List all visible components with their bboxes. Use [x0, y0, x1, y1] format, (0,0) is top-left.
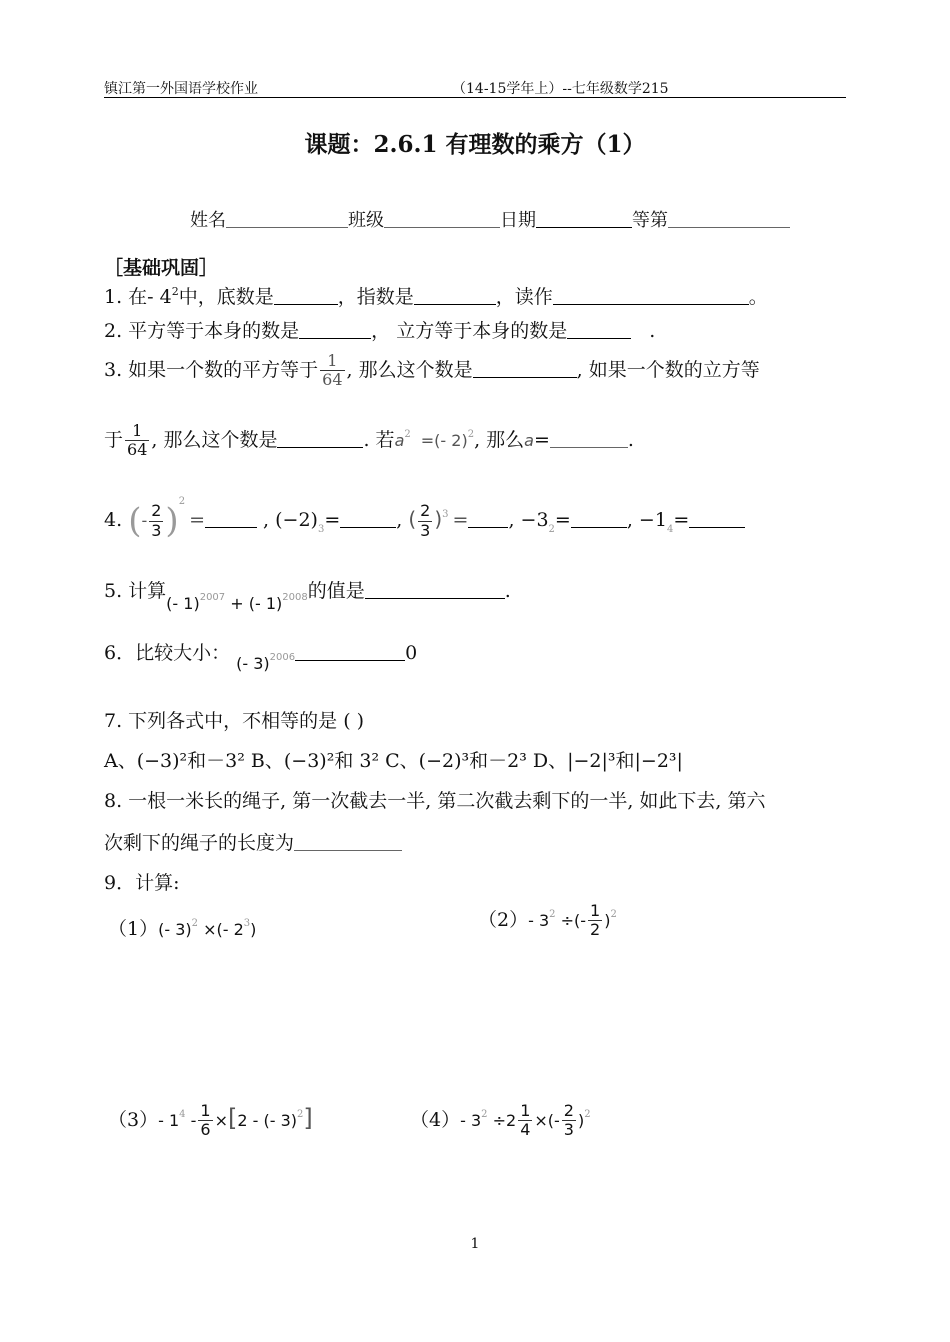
grade-blank[interactable]: [668, 209, 790, 228]
q5-term-1: (- 1): [166, 594, 200, 613]
calc-3: [108, 1102, 313, 1140]
calc-4-frac2-den: 3: [563, 1120, 574, 1140]
q3b-blank-a[interactable]: [277, 428, 363, 448]
q6-expr: [230, 654, 295, 673]
calc-4: [410, 1102, 591, 1140]
q5-expr: [166, 594, 308, 613]
q2-text-c: .: [649, 320, 656, 342]
calc-2-term: - 3: [528, 910, 550, 930]
q2-blank-b[interactable]: [567, 319, 631, 339]
header-course: （14-15学年上）--七年级数学215: [452, 81, 669, 97]
q5-exp-1: 2007: [199, 592, 226, 603]
question-7-options: A、(−3)²和－3² B、(−3)²和 3² C、(−2)³和－2³ D、|−2|³和|−2³|: [104, 750, 683, 772]
calc-1-term: (- 3): [158, 920, 192, 939]
page-number: 1: [470, 1236, 480, 1252]
q4-exp-1: 2: [178, 496, 186, 507]
q3b-var-a2: a: [524, 430, 534, 450]
calc-4-fraction-1: [518, 1102, 532, 1140]
calc-2-div: ÷(-: [555, 910, 587, 930]
q1-exponent: 2: [171, 285, 179, 298]
q3-text-c: , 如果一个数的立方等: [576, 358, 760, 381]
q3-frac-num: 1: [320, 352, 344, 371]
q4-term-4: , −3: [508, 509, 549, 531]
question-3-cont: [104, 422, 634, 460]
q3b-frac-den: 64: [127, 440, 148, 460]
calc-3-inner: 2 - (- 3): [237, 1110, 297, 1130]
section-heading: ［基础巩固］: [104, 257, 219, 279]
q3b-rhs: =(- 2): [420, 430, 468, 450]
calc-2-frac-num: 1: [590, 901, 601, 920]
q4-eq-3: =: [452, 509, 469, 531]
q4-eq-4: =: [554, 509, 571, 531]
q3b-fraction: [125, 422, 149, 460]
q5-term-2: + (- 1): [225, 594, 283, 613]
calc-1-mid: ×(- 2: [198, 920, 244, 939]
info-line: [190, 206, 790, 232]
page-title: 课题：2.6.1 有理数的乘方（1）: [304, 131, 646, 158]
q3-fraction: [320, 352, 344, 390]
calc-2-fraction: [588, 902, 602, 940]
class-label: 班级: [348, 210, 384, 231]
q1-blank-read[interactable]: [553, 285, 749, 305]
calc-3-bracket-open: [: [227, 1103, 238, 1132]
q3b-blank-b[interactable]: [550, 428, 628, 448]
q5-blank[interactable]: [365, 579, 505, 599]
calc-3-term: - 1: [158, 1110, 180, 1130]
q4-frac1-num: 2: [151, 501, 162, 521]
q3b-text: 于: [104, 428, 124, 451]
calc-3-label: （3）: [108, 1108, 159, 1131]
q1-text-d: ，读作: [495, 286, 553, 308]
q3-text: 3. 如果一个数的平方等于: [104, 358, 319, 381]
q6-blank[interactable]: [295, 641, 405, 661]
calc-4-close: ): [577, 1110, 585, 1130]
date-blank[interactable]: [536, 209, 632, 228]
question-1: [104, 282, 768, 309]
q4-exp-2: 3: [317, 524, 325, 535]
q3b-exp-a: 2: [404, 428, 411, 440]
question-7: 7. 下列各式中，不相等的是 ( ): [104, 710, 365, 732]
q3b-text-h: , 那么: [474, 428, 525, 451]
q6-exp: 2006: [269, 652, 296, 663]
q4-exp-4: 2: [548, 524, 555, 535]
date-label: 日期: [500, 210, 536, 231]
q4-blank-4[interactable]: [571, 508, 627, 528]
q4-term-2: , (−2): [263, 509, 318, 531]
q4-frac3-den: 3: [420, 520, 431, 540]
calc-3-exp-2: 2: [297, 1108, 304, 1120]
q3-frac-den: 64: [322, 370, 343, 390]
q1-text: 1. 在- 4: [104, 286, 172, 308]
q4-paren-close-3: ): [434, 507, 443, 531]
q4-comma: ,: [396, 509, 403, 531]
question-5: [104, 576, 511, 613]
q5-text: 5. 计算: [104, 580, 167, 602]
question-2: [104, 316, 655, 343]
q4-right-paren: ): [165, 501, 179, 541]
calc-4-term: - 3: [460, 1110, 482, 1130]
question-8: 8. 一根一米长的绳子, 第一次截去一半, 第二次截去剩下的一半, 如此下去, 第六: [104, 790, 766, 812]
calc-1-end: ): [250, 920, 257, 939]
calc-4-exp-2: 2: [584, 1108, 591, 1120]
calc-3-fraction: [198, 1102, 212, 1140]
q2-text: 2. 平方等于本身的数是: [104, 320, 300, 342]
calc-4-times: ×(-: [534, 1110, 560, 1130]
name-label: 姓名: [190, 210, 226, 231]
calc-3-bracket-close: ]: [303, 1103, 313, 1132]
q4-blank-3[interactable]: [468, 508, 508, 528]
calc-3-exp-1: 4: [179, 1108, 186, 1120]
calc-1: [108, 914, 256, 941]
calc-2-frac-den: 2: [590, 920, 601, 940]
q6-text: 6．比较大小：: [104, 642, 231, 664]
q5-text-b: 的值是: [307, 580, 365, 602]
q8-blank[interactable]: [294, 831, 402, 851]
q5-period: .: [504, 580, 511, 602]
q1-text-b: 中，底数是: [178, 286, 274, 308]
q6-term: (- 3): [236, 654, 270, 673]
q4-fraction-1: [149, 502, 163, 540]
q1-text-e: 。: [748, 286, 768, 308]
q3b-text-b: , 那么这个数是: [151, 428, 278, 451]
calc-4-label: （4）: [410, 1108, 461, 1131]
q3b-exp-rhs: 2: [467, 428, 475, 440]
q4-frac3-num: 2: [420, 501, 431, 521]
q4-blank-2[interactable]: [340, 508, 396, 528]
q4-exp-3: 3: [442, 509, 449, 520]
header-rule: [104, 97, 846, 98]
q4-left-paren: (: [128, 501, 142, 541]
q3b-var-a: a: [394, 430, 405, 450]
calc-2-label: （2）: [478, 908, 529, 931]
question-3: [104, 352, 760, 390]
question-9: 9．计算:: [104, 872, 180, 894]
q6-zero: 0: [405, 642, 418, 664]
q4-frac1-den: 3: [151, 520, 162, 540]
q2-text-b: ， 立方等于本身的数是: [371, 320, 568, 342]
q3-blank-a[interactable]: [473, 358, 577, 378]
calc-4-exp-1: 2: [481, 1108, 488, 1120]
calc-3-minus: -: [185, 1110, 197, 1130]
q4-exp-5: 4: [666, 524, 674, 535]
q3b-frac-num: 1: [125, 422, 149, 441]
calc-2-close: ): [604, 910, 611, 930]
q4-term-5: , −1: [626, 509, 667, 531]
calc-4-frac1-den: 4: [520, 1120, 531, 1140]
q4-eq-1: =: [189, 509, 205, 531]
q3-text-b: , 那么这个数是: [346, 358, 473, 381]
calc-2-exp-2: 2: [610, 908, 617, 920]
calc-1-exp-1: 2: [191, 918, 198, 929]
q4-fraction-3: [418, 502, 432, 540]
calc-4-fraction-2: [562, 1102, 576, 1140]
question-6: [104, 638, 418, 673]
calc-4-div: ÷2: [487, 1110, 517, 1130]
calc-2-exp-1: 2: [549, 908, 556, 920]
calc-4-frac1-num: 1: [520, 1101, 531, 1120]
q4-eq-2: =: [324, 509, 341, 531]
q3b-eq: =: [533, 428, 550, 451]
name-blank[interactable]: [226, 209, 348, 228]
question-4: [104, 496, 745, 541]
calc-1-label: （1）: [108, 918, 159, 940]
q4-blank-5[interactable]: [689, 508, 745, 528]
calc-1-exp-2: 3: [243, 918, 251, 929]
calc-3-frac-den: 6: [200, 1120, 211, 1140]
q5-exp-2: 2008: [282, 592, 308, 603]
class-blank[interactable]: [384, 209, 500, 228]
q4-minus: -: [141, 511, 148, 530]
q4-label: 4.: [104, 509, 123, 531]
calc-3-times: ×: [214, 1110, 228, 1130]
q3b-text-c: . 若: [363, 428, 395, 451]
header-school: 镇江第一外国语学校作业: [104, 81, 258, 97]
q4-eq-5: =: [673, 509, 690, 531]
q3b-period: .: [627, 428, 634, 451]
grade-label: 等第: [632, 210, 668, 231]
q2-blank-a[interactable]: [299, 319, 371, 339]
calc-3-frac-num: 1: [200, 1101, 211, 1120]
q8-text-b: 次剩下的绳子的长度为: [104, 832, 295, 854]
calc-2: [478, 902, 617, 940]
q1-blank-base[interactable]: [274, 285, 338, 305]
q1-text-c: ，指数是: [337, 286, 414, 308]
q4-paren-open-3: (: [408, 507, 417, 531]
question-8-cont: [104, 828, 402, 855]
q4-blank-1[interactable]: [205, 508, 257, 528]
calc-4-frac2-num: 2: [563, 1101, 574, 1120]
q1-blank-exponent[interactable]: [414, 285, 496, 305]
